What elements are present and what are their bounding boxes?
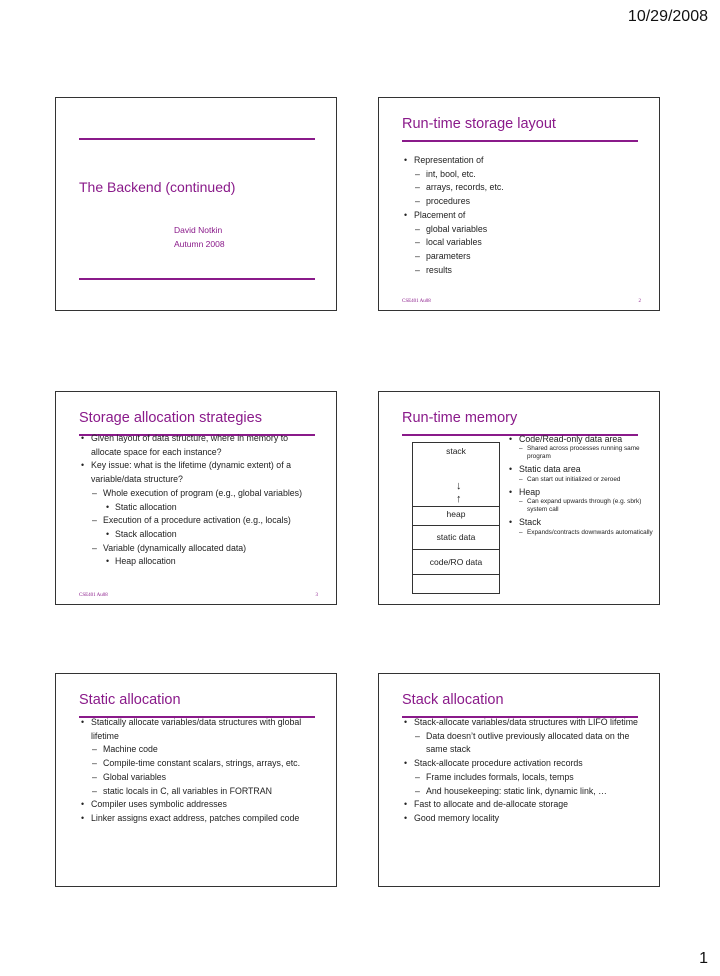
slide-title: Storage allocation strategies [79, 410, 262, 426]
bullet: • Key issue: what is the lifetime (dynamic extent) of a variable/data structure? [79, 459, 318, 486]
sub-bullet: – Whole execution of program (e.g., global variables) [79, 487, 318, 501]
bullet: • Stack-allocate procedure activation records [402, 757, 641, 771]
bullet: • Good memory locality [402, 812, 641, 826]
bullet: • Stack [507, 517, 653, 528]
sub-bullet: – Data doesn’t outlive previously allocated data on the same stack [402, 730, 641, 757]
author-block [174, 223, 225, 251]
bullet: • Fast to allocate and de-allocate storage [402, 798, 641, 812]
bullet: • Stack-allocate variables/data structures with LIFO lifetime [402, 716, 641, 730]
slide-title: Static allocation [79, 692, 181, 708]
slide-5 [55, 673, 337, 887]
sub-bullet: – results [402, 264, 641, 278]
sub-bullet: – Frame includes formals, locals, temps [402, 771, 641, 785]
page-number: 1 [699, 950, 708, 967]
slide-title: Stack allocation [402, 692, 504, 708]
sub-bullet: – arrays, records, etc. [402, 181, 641, 195]
bullet: • Representation of [402, 154, 641, 168]
sub-sub-bullet: • Static allocation [79, 501, 318, 515]
slide-3 [55, 391, 337, 605]
sub-bullet: – Global variables [79, 771, 318, 785]
title-rule-bottom [79, 278, 315, 280]
slide-1 [55, 97, 337, 311]
sub-bullet: – Shared across processes running same program [507, 445, 653, 461]
memory-segment-code: code/RO data [429, 557, 483, 567]
sub-bullet: – Compile-time constant scalars, strings, arrays, etc. [79, 757, 318, 771]
sub-sub-bullet: • Heap allocation [79, 555, 318, 569]
slide-content [79, 716, 318, 826]
title-rule [402, 140, 638, 142]
slide-content [402, 154, 641, 277]
sub-bullet: – Can expand upwards through (e.g. sbrk) system call [507, 498, 653, 514]
sub-bullet: – Execution of a procedure activation (e.g., locals) [79, 514, 318, 528]
sub-bullet: – Expands/contracts downwards automatically [507, 529, 653, 537]
bullet: • Linker assigns exact address, patches compiled code [79, 812, 318, 826]
term: Autumn 2008 [174, 239, 225, 249]
slide-title: Run-time memory [402, 410, 518, 426]
slide-2 [378, 97, 660, 311]
sub-bullet: – procedures [402, 195, 641, 209]
sub-sub-bullet: • Stack allocation [79, 528, 318, 542]
header-date: 10/29/2008 [627, 8, 708, 25]
slide-footer-number: 3 [315, 593, 318, 598]
bullet: • Statically allocate variables/data structures with global lifetime [79, 716, 318, 743]
bullet: • Placement of [402, 209, 641, 223]
bullet: • Code/Read-only data area [507, 434, 653, 445]
segment-divider [413, 525, 499, 526]
memory-notes [507, 434, 653, 537]
bullet: • Given layout of data structure, where in memory to allocate space for each instance? [79, 432, 318, 459]
sub-bullet: – local variables [402, 236, 641, 250]
bullet: • Compiler uses symbolic addresses [79, 798, 318, 812]
sub-bullet: – Can start out initialized or zeroed [507, 476, 653, 484]
segment-divider [413, 506, 499, 507]
slide-title: Run-time storage layout [402, 116, 556, 132]
sub-bullet: – static locals in C, all variables in FORTRAN [79, 785, 318, 799]
bullet: • Static data area [507, 464, 653, 475]
sub-bullet: – parameters [402, 250, 641, 264]
slide-footer-course: CSE401 Au08 [79, 593, 108, 598]
title-rule-top [79, 138, 315, 140]
sub-bullet: – And housekeeping: static link, dynamic link, … [402, 785, 641, 799]
slide-6 [378, 673, 660, 887]
slide-footer-number: 2 [638, 299, 641, 304]
segment-divider [413, 549, 499, 550]
memory-segment-stack: stack [446, 446, 466, 456]
sub-bullet: – int, bool, etc. [402, 168, 641, 182]
slide-content [79, 432, 318, 569]
slide-4 [378, 391, 660, 605]
bullet: • Heap [507, 487, 653, 498]
slide-footer-course: CSE401 Au08 [402, 299, 431, 304]
memory-diagram: stack ↓ ↑ heap static data code/RO data [412, 442, 500, 594]
sub-bullet: – Machine code [79, 743, 318, 757]
segment-divider [413, 574, 499, 575]
sub-bullet: – global variables [402, 223, 641, 237]
slide-title: The Backend (continued) [79, 179, 236, 195]
slide-content [402, 716, 641, 826]
memory-segment-heap: heap [446, 509, 466, 519]
author-name: David Notkin [174, 225, 223, 235]
sub-bullet: – Variable (dynamically allocated data) [79, 542, 318, 556]
memory-segment-static: static data [436, 532, 476, 542]
